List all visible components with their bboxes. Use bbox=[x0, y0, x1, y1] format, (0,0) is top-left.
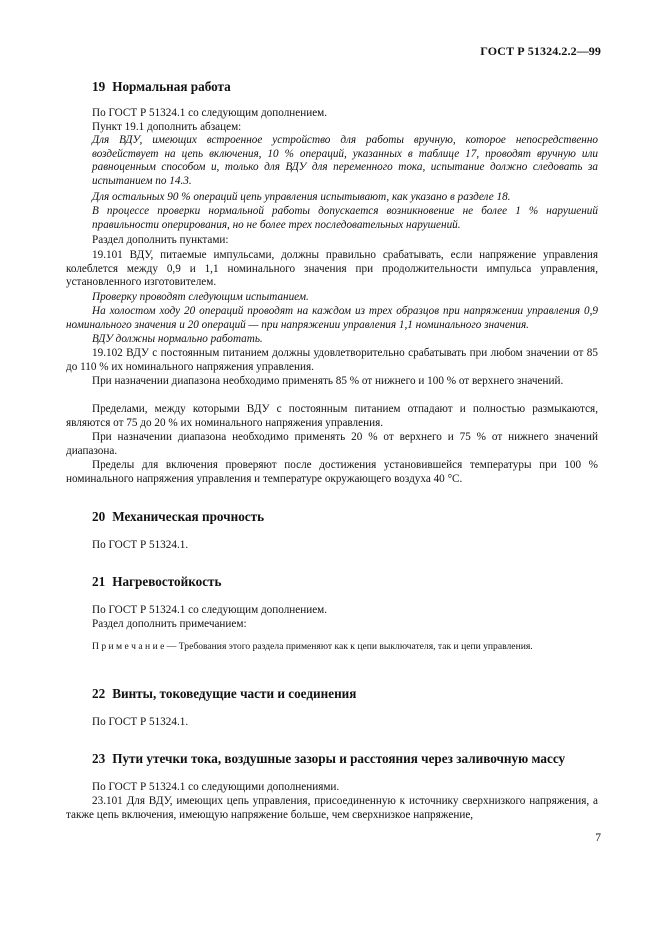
paragraph: Пределами, между которыми ВДУ с постоянным питанием отпадают и полностью размыкаются, являются от 75 до 20 % их номинального напряжения управления. bbox=[66, 403, 598, 429]
paragraph: Раздел дополнить пунктами: bbox=[92, 234, 229, 246]
paragraph: ВДУ должны нормально работать. bbox=[92, 333, 263, 345]
section-title: 23 Пути утечки тока, воздушные зазоры и расстояния через заливочную массу bbox=[92, 751, 566, 766]
section-19 bbox=[92, 79, 598, 95]
paragraph: Пределы для включения проверяют после достижения установившейся температуры при 100 % номинального напряжения управления и температуре окружающего воздуха 40 °С. bbox=[66, 459, 598, 485]
section-22 bbox=[92, 686, 598, 702]
note-label: П р и м е ч а н и е bbox=[92, 641, 165, 652]
section-19-body bbox=[92, 107, 598, 134]
paragraph: Для остальных 90 % операций цепь управления испытывают, как указано в разделе 18. bbox=[92, 191, 511, 203]
paragraph: 23.101 Для ВДУ, имеющих цепь управления, присоединенную к источнику сверхнизкого напряжения, а также цепь включения, имеющую напряжение больше, чем сверхнизкое напряжение, bbox=[66, 795, 598, 821]
section-23 bbox=[92, 751, 602, 767]
paragraph: По ГОСТ Р 51324.1 со следующим дополнением. bbox=[92, 604, 328, 616]
paragraph: Пункт 19.1 дополнить абзацем: bbox=[92, 120, 242, 133]
section-title: 19 Нормальная работа bbox=[92, 79, 231, 94]
section-21 bbox=[92, 574, 598, 590]
paragraph: 19.102 ВДУ с постоянным питанием должны удовлетворительно срабатывать при любом значении от 85 до 110 % их номинального напряжения управления. bbox=[66, 347, 598, 373]
section-title: 21 Нагревостойкость bbox=[92, 574, 222, 589]
note-text: — Требования этого раздела применяют как к цепи выключателя, так и цепи управления. bbox=[164, 641, 533, 652]
paragraph: По ГОСТ Р 51324.1 со следующим дополнением. bbox=[92, 107, 328, 119]
paragraph: При назначении диапазона необходимо применять 85 % от нижнего и 100 % от верхнего значений. bbox=[92, 375, 564, 387]
section-title: 20 Механическая прочность bbox=[92, 509, 265, 524]
section-20 bbox=[92, 509, 598, 525]
paragraph: По ГОСТ Р 51324.1. bbox=[92, 539, 189, 551]
paragraph: Проверку проводят следующим испытанием. bbox=[92, 291, 309, 303]
paragraph: При назначении диапазона необходимо применять 20 % от верхнего и 75 % от нижнего значений диапазона. bbox=[66, 431, 598, 457]
paragraph: На холостом ходу 20 операций проводят на каждом из трех образцов при напряжении управления 0,9 номинального значения и 20 операций — при напряжении управления 1,1 номинального значения. bbox=[66, 305, 598, 331]
paragraph: 19.101 ВДУ, питаемые импульсами, должны правильно срабатывать, если напряжение управления колеблется между 0,9 и 1,1 номинального значения при продолжительности импульса управления, установленного изготовителем. bbox=[66, 249, 598, 289]
section-title: 22 Винты, токоведущие части и соединения bbox=[92, 686, 357, 701]
note bbox=[66, 641, 598, 653]
paragraph: По ГОСТ Р 51324.1 со следующими дополнениями. bbox=[92, 781, 340, 793]
page-number: 7 bbox=[595, 832, 601, 844]
page-header: ГОСТ Р 51324.2.2—99 bbox=[480, 44, 601, 58]
paragraph: Раздел дополнить примечанием: bbox=[92, 617, 247, 630]
paragraph: В процессе проверки нормальной работы допускается возникновение не более 1 % нарушений правильности оперирования, но не более трех последовательных нарушений. bbox=[92, 205, 598, 231]
paragraph: Для ВДУ, имеющих встроенное устройство для работы вручную, которое непосредственно воздействует на цепь включения, 10 % операций, указанных в таблице 17, проводят вручную или равноценным способом и, только для ВДУ для переменного тока, испытание должно следовать за испытанием по 14.3. bbox=[92, 134, 598, 187]
paragraph: По ГОСТ Р 51324.1. bbox=[92, 716, 189, 728]
